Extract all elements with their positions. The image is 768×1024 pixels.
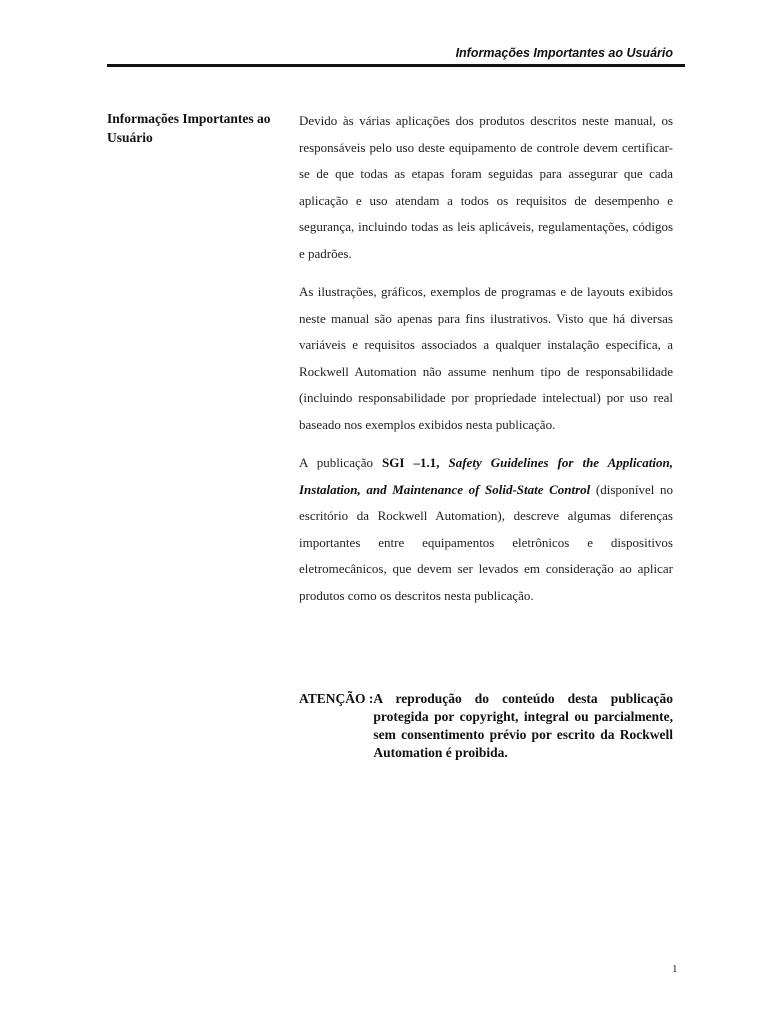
publication-code: SGI –1.1,	[382, 455, 449, 470]
attention-label: ATENÇÃO :	[299, 691, 374, 706]
paragraph-3	[299, 450, 673, 609]
paragraph-2: As ilustrações, gráficos, exemplos de programas e de layouts exibidos neste manual são apenas para fins ilustrativos. Visto que há diversas variáveis e requisitos associados a qualquer instalação especifica, a Rockwell Automation não assume nenhum tipo de responsabilidade (incluindo responsabilidade por propriedade intelectual) por uso real baseado nos exemplos exibidos nesta publicação.	[299, 284, 673, 432]
page-number: 1	[672, 963, 678, 975]
header-rule	[107, 64, 685, 67]
attention-text: A reprodução do conteúdo desta publicação protegida por copyright, integral ou parcialmente, sem consentimento prévio por escrito da Rockwell Automation é proibida.	[373, 691, 673, 760]
paragraph-1: Devido às várias aplicações dos produtos descritos neste manual, os responsáveis pelo uso deste equipamento de controle devem certificar-se de que todas as etapas foram seguidas para assegurar que cada aplicação e uso atendam a todos os requisitos de desempenho e segurança, incluindo todas as leis aplicáveis, regulamentações, códigos e padrões.	[299, 113, 673, 261]
paragraph-3-prefix: A publicação	[299, 455, 383, 470]
body-column	[299, 108, 673, 621]
paragraph-3-suffix: (disponível no escritório da Rockwell Automation), descreve algumas diferenças importantes entre equipamentos eletrônicos e dispositivos eletromecânicos, que devem ser levados em consideração ao aplicar produtos como os descritos nesta publicação.	[299, 481, 674, 603]
running-header: Informações Importantes ao Usuário	[455, 46, 673, 60]
section-heading: Informações Importantes ao Usuário	[107, 111, 271, 145]
publication-title: Safety Guidelines for the Application, Instalation, and Maintenance of Solid-State Control	[299, 455, 673, 497]
attention-notice	[299, 690, 673, 762]
